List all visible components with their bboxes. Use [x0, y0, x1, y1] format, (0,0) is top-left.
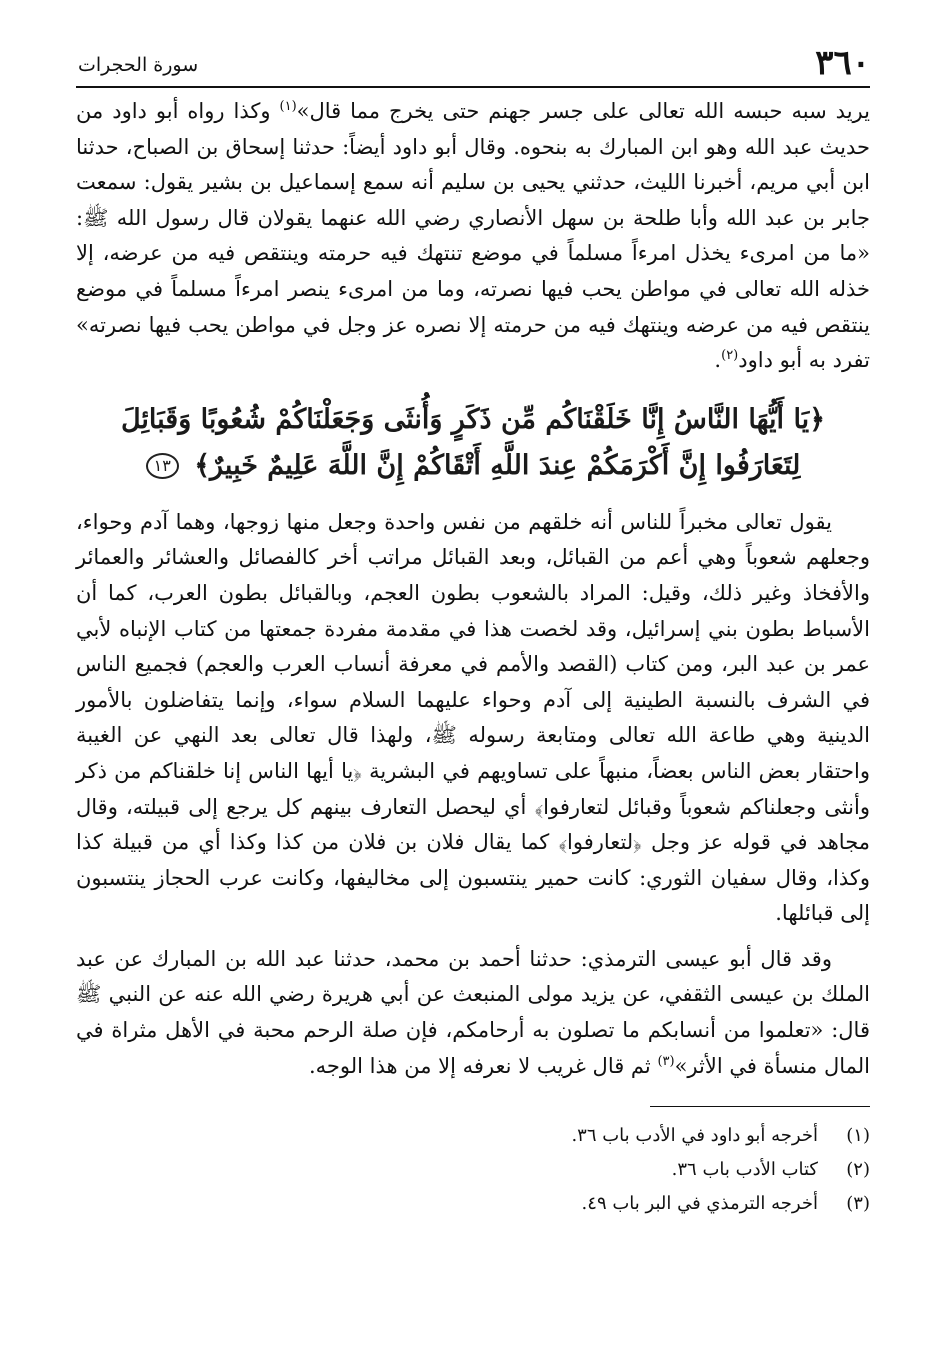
paragraph-text: . [714, 348, 722, 373]
page-number: ٣٦٠ [815, 43, 870, 83]
paragraph-text: يريد سبه حبسه الله تعالى على جسر جهنم حتى يخرج مما قال» [296, 99, 870, 123]
footnote-number: (٣) [846, 1193, 870, 1215]
paragraph-text: وقد قال أبو عيسى الترمذي: حدثنا أحمد بن محمد، حدثنا عبد الله بن المبارك عن عبد الملك بن عيسى الثقفي، عن يزيد مولى المنبعث عن أبي هريرة رضي الله عنه عن النبي ﷺ قال: «تعلموا من أنسابكم ما تصلون به أرحامكم، فإن صلة الرحم محبة في الأهل مثراة في المال منسأة في الأثر» [76, 946, 870, 1078]
page-header [76, 44, 870, 88]
footnote-item [76, 1153, 870, 1187]
footnote-number: (٢) [846, 1159, 870, 1181]
paragraph-text: ثم قال غريب لا نعرفه إلا من هذا الوجه. [308, 1053, 658, 1078]
footnote-item [76, 1187, 870, 1221]
footnotes [76, 1119, 870, 1221]
verse-number-marker: ١٣ [146, 453, 179, 479]
paragraph-tirmidhi [76, 942, 870, 1084]
paragraph-text: وكذا رواه أبو داود من حديث عبد الله وهو ابن المبارك به بنحوه. وقال أبو داود أيضاً: حدثنا إسحاق بن الصباح، حدثنا ابن أبي مريم، أخبرنا الليث، حدثني يحيى بن سليم أنه سمع إسماعيل بن بشير يقول: سمعت جابر بن عبد الله وأبا طلحة بن سهل الأنصاري رضي الله عنهما يقولان قال رسول الله ﷺ: «ما من امرىء يخذل امرءاً مسلماً في موضع تنتهك فيه حرمته وينتقص فيه من عرضه، إلا خذله الله تعالى في مواطن يحب فيها نصرته، وما من امرىء ينصر امرءاً مسلماً في موضع ينتقص فيه من عرضه وينتهك فيه من حرمته إلا نصره عز وجل في مواطن يحب فيها نصرته» تفرد به أبو داود [76, 99, 870, 373]
footnote-ref-1: (١) [279, 99, 297, 114]
book-page [76, 44, 870, 1334]
footnote-divider [650, 1106, 870, 1107]
footnote-item [76, 1119, 870, 1153]
verse-text: ﴿يَا أَيُّهَا النَّاسُ إِنَّا خَلَقْنَاكُم مِّن ذَكَرٍ وَأُنثَى وَجَعَلْنَاكُمْ شُعُوبًا وَقَبَائِلَ لِتَعَارَفُوا إِنَّ أَكْرَمَكُمْ عِندَ اللَّهِ أَتْقَاكُمْ إِنَّ اللَّهَ عَلِيمٌ خَبِيرٌ﴾ [120, 403, 826, 481]
footnote-text: أخرجه الترمذي في البر باب ٤٩. [581, 1193, 818, 1215]
quran-verse [76, 397, 870, 489]
footnote-text: كتاب الأدب باب ٣٦. [671, 1159, 818, 1181]
paragraph-tafsir: يقول تعالى مخبراً للناس أنه خلقهم من نفس واحدة وجعل منها زوجها، وهما آدم وحواء، وجعلهم شعوباً وهي أعم من القبائل، وبعد القبائل مراتب أخر كالفصائل والعشائر والعمائر والأفخاذ وغير ذلك، وقيل: المراد بالشعوب بطون العجم، وبالقبائل بطون العرب، كما أن الأسباط بطون بني إسرائيل، وقد لخصت هذا في مقدمة مفردة جمعتها من كتاب الإنباه لأبي عمر بن عبد البر، ومن كتاب (القصد والأمم في معرفة أنساب العرب والعجم) فجميع الناس في الشرف بالنسبة الطينية إلى آدم وحواء عليهما السلام سواء، وإنما يتفاضلون بالأمور الدينية وهي طاعة الله تعالى ومتابعة رسوله ﷺ، ولهذا قال تعالى بعد النهي عن الغيبة واحتقار بعض الناس بعضاً، منبهاً على تساويهم في البشرية ﴿يا أيها الناس إنا خلقناكم من ذكر وأنثى وجعلناكم شعوباً وقبائل لتعارفوا﴾ أي ليحصل التعارف بينهم كل يرجع إلى قبيلته، وقال مجاهد في قوله عز وجل ﴿لتعارفوا﴾ كما يقال فلان بن فلان من كذا وكذا أي من قبيلة كذا وكذا، وقال سفيان الثوري: كانت حمير ينتسبون إلى مخاليفها، وكانت عرب الحجاز ينتسبون إلى قبائلها. [76, 509, 870, 926]
footnote-ref-3: (٣) [657, 1053, 675, 1069]
surah-title: سورة الحجرات [78, 54, 199, 76]
footnote-number: (١) [846, 1125, 870, 1147]
paragraph-hadith [76, 94, 870, 379]
footnote-ref-2: (٢) [721, 348, 739, 364]
footnote-text: أخرجه أبو داود في الأدب باب ٣٦. [571, 1125, 818, 1147]
